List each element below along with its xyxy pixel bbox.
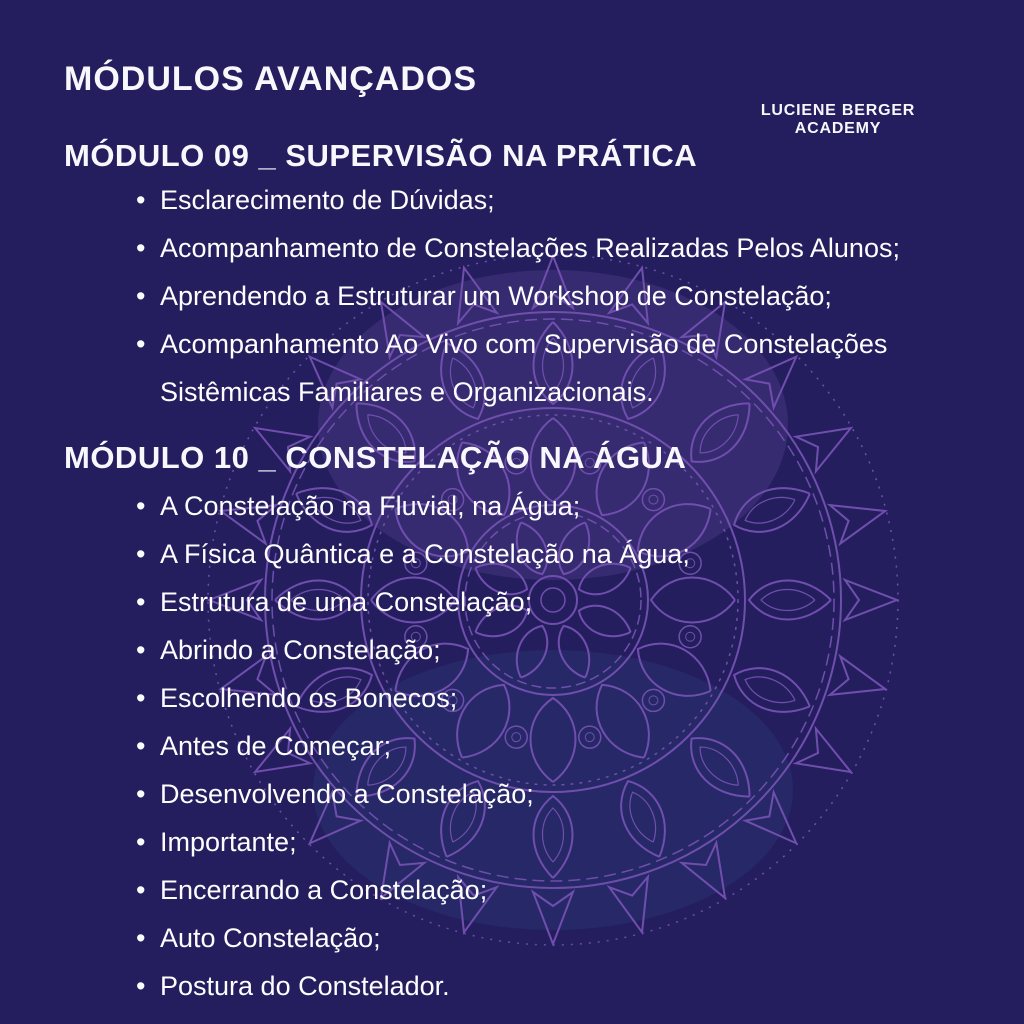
list-item: • Antes de Começar; <box>136 722 936 770</box>
list-item: • A Constelação na Fluvial, na Água; <box>136 482 936 530</box>
brand-line1: LUCIENE BERGER <box>760 102 916 119</box>
list-item: • Postura do Constelador. <box>136 962 936 1010</box>
list-item: • Estrutura de uma Constelação; <box>136 578 936 626</box>
module-10-list <box>136 482 936 1010</box>
list-item: • Acompanhamento Ao Vivo com Supervisão de Constelações Sistêmicas Familiares e Organizacionais. <box>136 320 926 416</box>
list-item: • Abrindo a Constelação; <box>136 626 936 674</box>
module-10-heading: MÓDULO 10 _ CONSTELAÇÃO NA ÁGUA <box>64 440 687 475</box>
list-item: • Encerrando a Constelação; <box>136 866 936 914</box>
list-item: • Desenvolvendo a Constelação; <box>136 770 936 818</box>
brand-logo <box>748 102 928 138</box>
list-item: • Esclarecimento de Dúvidas; <box>136 176 926 224</box>
page-title: MÓDULOS AVANÇADOS <box>64 60 478 98</box>
module-09-heading: MÓDULO 09 _ SUPERVISÃO NA PRÁTICA <box>64 138 698 173</box>
list-item: • Acompanhamento de Constelações Realizadas Pelos Alunos; <box>136 224 926 272</box>
list-item: • Auto Constelação; <box>136 914 936 962</box>
brand-line2: ACADEMY <box>794 120 882 137</box>
list-item: • A Física Quântica e a Constelação na Água; <box>136 530 936 578</box>
module-09-list <box>136 176 926 416</box>
list-item: • Escolhendo os Bonecos; <box>136 674 936 722</box>
list-item: • Aprendendo a Estruturar um Workshop de Constelação; <box>136 272 926 320</box>
list-item: • Importante; <box>136 818 936 866</box>
